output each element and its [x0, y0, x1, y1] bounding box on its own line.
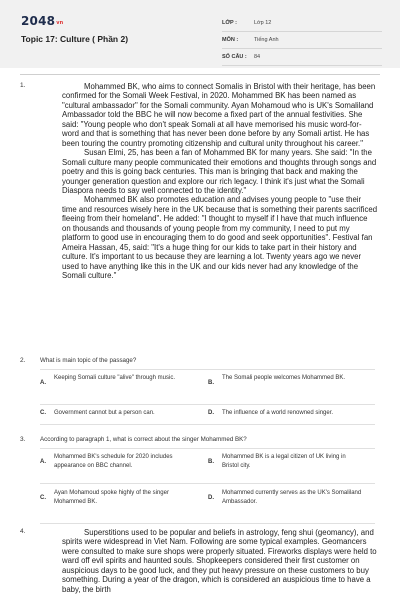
reading-passage: [62, 528, 378, 594]
option-letter: B.: [208, 380, 214, 386]
passage-paragraph: Mohammed BK, who aims to connect Somalis in Bristol with their heritage, has been confirmed for the Somali Week Festival, in 2020. Mohammed BK has been named as "cultural ambassador" for the Somali community. Ayan Mohamoud who is UK's Somaliland Ambassador told the BBC he will now become a fixed part of the annual festivities. She said: "Young people who don't speak Somali at all have memorised his music word-for-word and that is something that has never been done before by any Somali artist. He has been touring the country promoting citizenship and cultural unity throughout his career.": [62, 82, 376, 148]
option-row: [40, 483, 375, 524]
option-row: [40, 449, 375, 484]
option-text: Mohammed BK's schedule for 2020 includes appearance on BBC channel.: [54, 454, 173, 469]
question-number: 2.: [20, 357, 26, 364]
page-header: [0, 0, 400, 68]
option-letter: C.: [40, 410, 46, 416]
meta-value: 84: [254, 54, 261, 60]
question-stem: According to paragraph 1, what is correct about the singer Mohammed BK?: [40, 436, 247, 443]
meta-key: SỐ CÂU :: [222, 54, 247, 60]
option-letter: C.: [40, 495, 46, 501]
meta-value: Lớp 12: [254, 20, 272, 26]
option-letter: A.: [40, 380, 46, 386]
logo-suffix: vn: [56, 20, 64, 26]
meta-value: Tiếng Anh: [254, 37, 279, 43]
header-divider: [20, 74, 380, 75]
option-text: Government cannot but a person can.: [54, 410, 155, 416]
option-letter: D.: [208, 410, 214, 416]
option-row: [40, 370, 375, 405]
meta-key: MÔN :: [222, 37, 239, 43]
meta-key: LỚP :: [222, 20, 237, 26]
option-letter: A.: [40, 459, 46, 465]
question-number: 4.: [20, 528, 26, 535]
question-number: 3.: [20, 436, 26, 443]
answer-options: [40, 448, 375, 505]
answer-options: [40, 369, 375, 416]
meta-table: [222, 15, 382, 66]
option-text: The Somali people welcomes Mohammed BK.: [222, 375, 346, 381]
meta-row-count: [222, 49, 382, 66]
meta-row-subject: [222, 32, 382, 49]
option-text: Ayan Mohamoud spoke highly of the singer Mohammed BK.: [54, 490, 169, 505]
option-row: [40, 404, 375, 425]
option-text: Mohammed currently serves as the UK's Somaliland Ambassador.: [222, 490, 362, 505]
passage-paragraph: Mohammed BK also promotes education and advises young people to "use their time and resources wisely here in the UK because that is something their parents sacrificed fleeing from their homeland". He added: "I thought to myself if I have that much influence on thousands and thousands of young people from my community, I need to put my platform to good use in encouraging them to do good and seek opportunities". Festival fan Ameira Hassan, 45, said: "It's a huge thing for our kids to take part in their history and culture. It's important to us because they are learning a lot. Twenty years ago we never used to have anything like this in the UK and our kids never had any knowledge of the Somali culture.": [62, 195, 378, 281]
passage-paragraph: Susan Elmi, 25, has been a fan of Mohammed BK for many years. She said: "In the Somali culture many people communicated their emotions and thoughts through songs and poetry and this is going back centuries. This man is bringing that back and making the younger generation question and explore our rich legacy. I think it's just what the Somali Diaspora needs to say well connected to the identity.": [62, 148, 377, 195]
option-text: The influence of a world renowned singer.: [222, 410, 334, 416]
reading-passage: [62, 82, 378, 281]
option-letter: D.: [208, 495, 214, 501]
question-number: 1.: [20, 82, 26, 89]
option-text: Mohammed BK is a legal citizen of UK living in Bristol city.: [222, 454, 346, 469]
topic-title: Topic 17: Culture ( Phần 2): [21, 34, 129, 44]
option-text: Keeping Somali culture "alive" through music.: [54, 375, 175, 381]
site-logo[interactable]: [21, 14, 63, 28]
logo-text: 2048: [21, 14, 56, 28]
question-stem: What is main topic of the passage?: [40, 357, 137, 364]
meta-row-class: [222, 15, 382, 32]
option-letter: B.: [208, 459, 214, 465]
passage-paragraph: Superstitions used to be popular and beliefs in astrology, feng shui (geomancy), and spirits were widespread in Viet Nam. Following are some typical examples. Geomancers were consulted to make sure shops were properly situated. Fireworks displays were held to ward off evil spirits and haunted souls. Shopkeepers considered their first customer on auspicious days to be good luck, and they put heavy pressure on these customers to buy something. During a year of the dragon, which is considered an auspicious time to have a baby, the birth: [62, 528, 377, 594]
